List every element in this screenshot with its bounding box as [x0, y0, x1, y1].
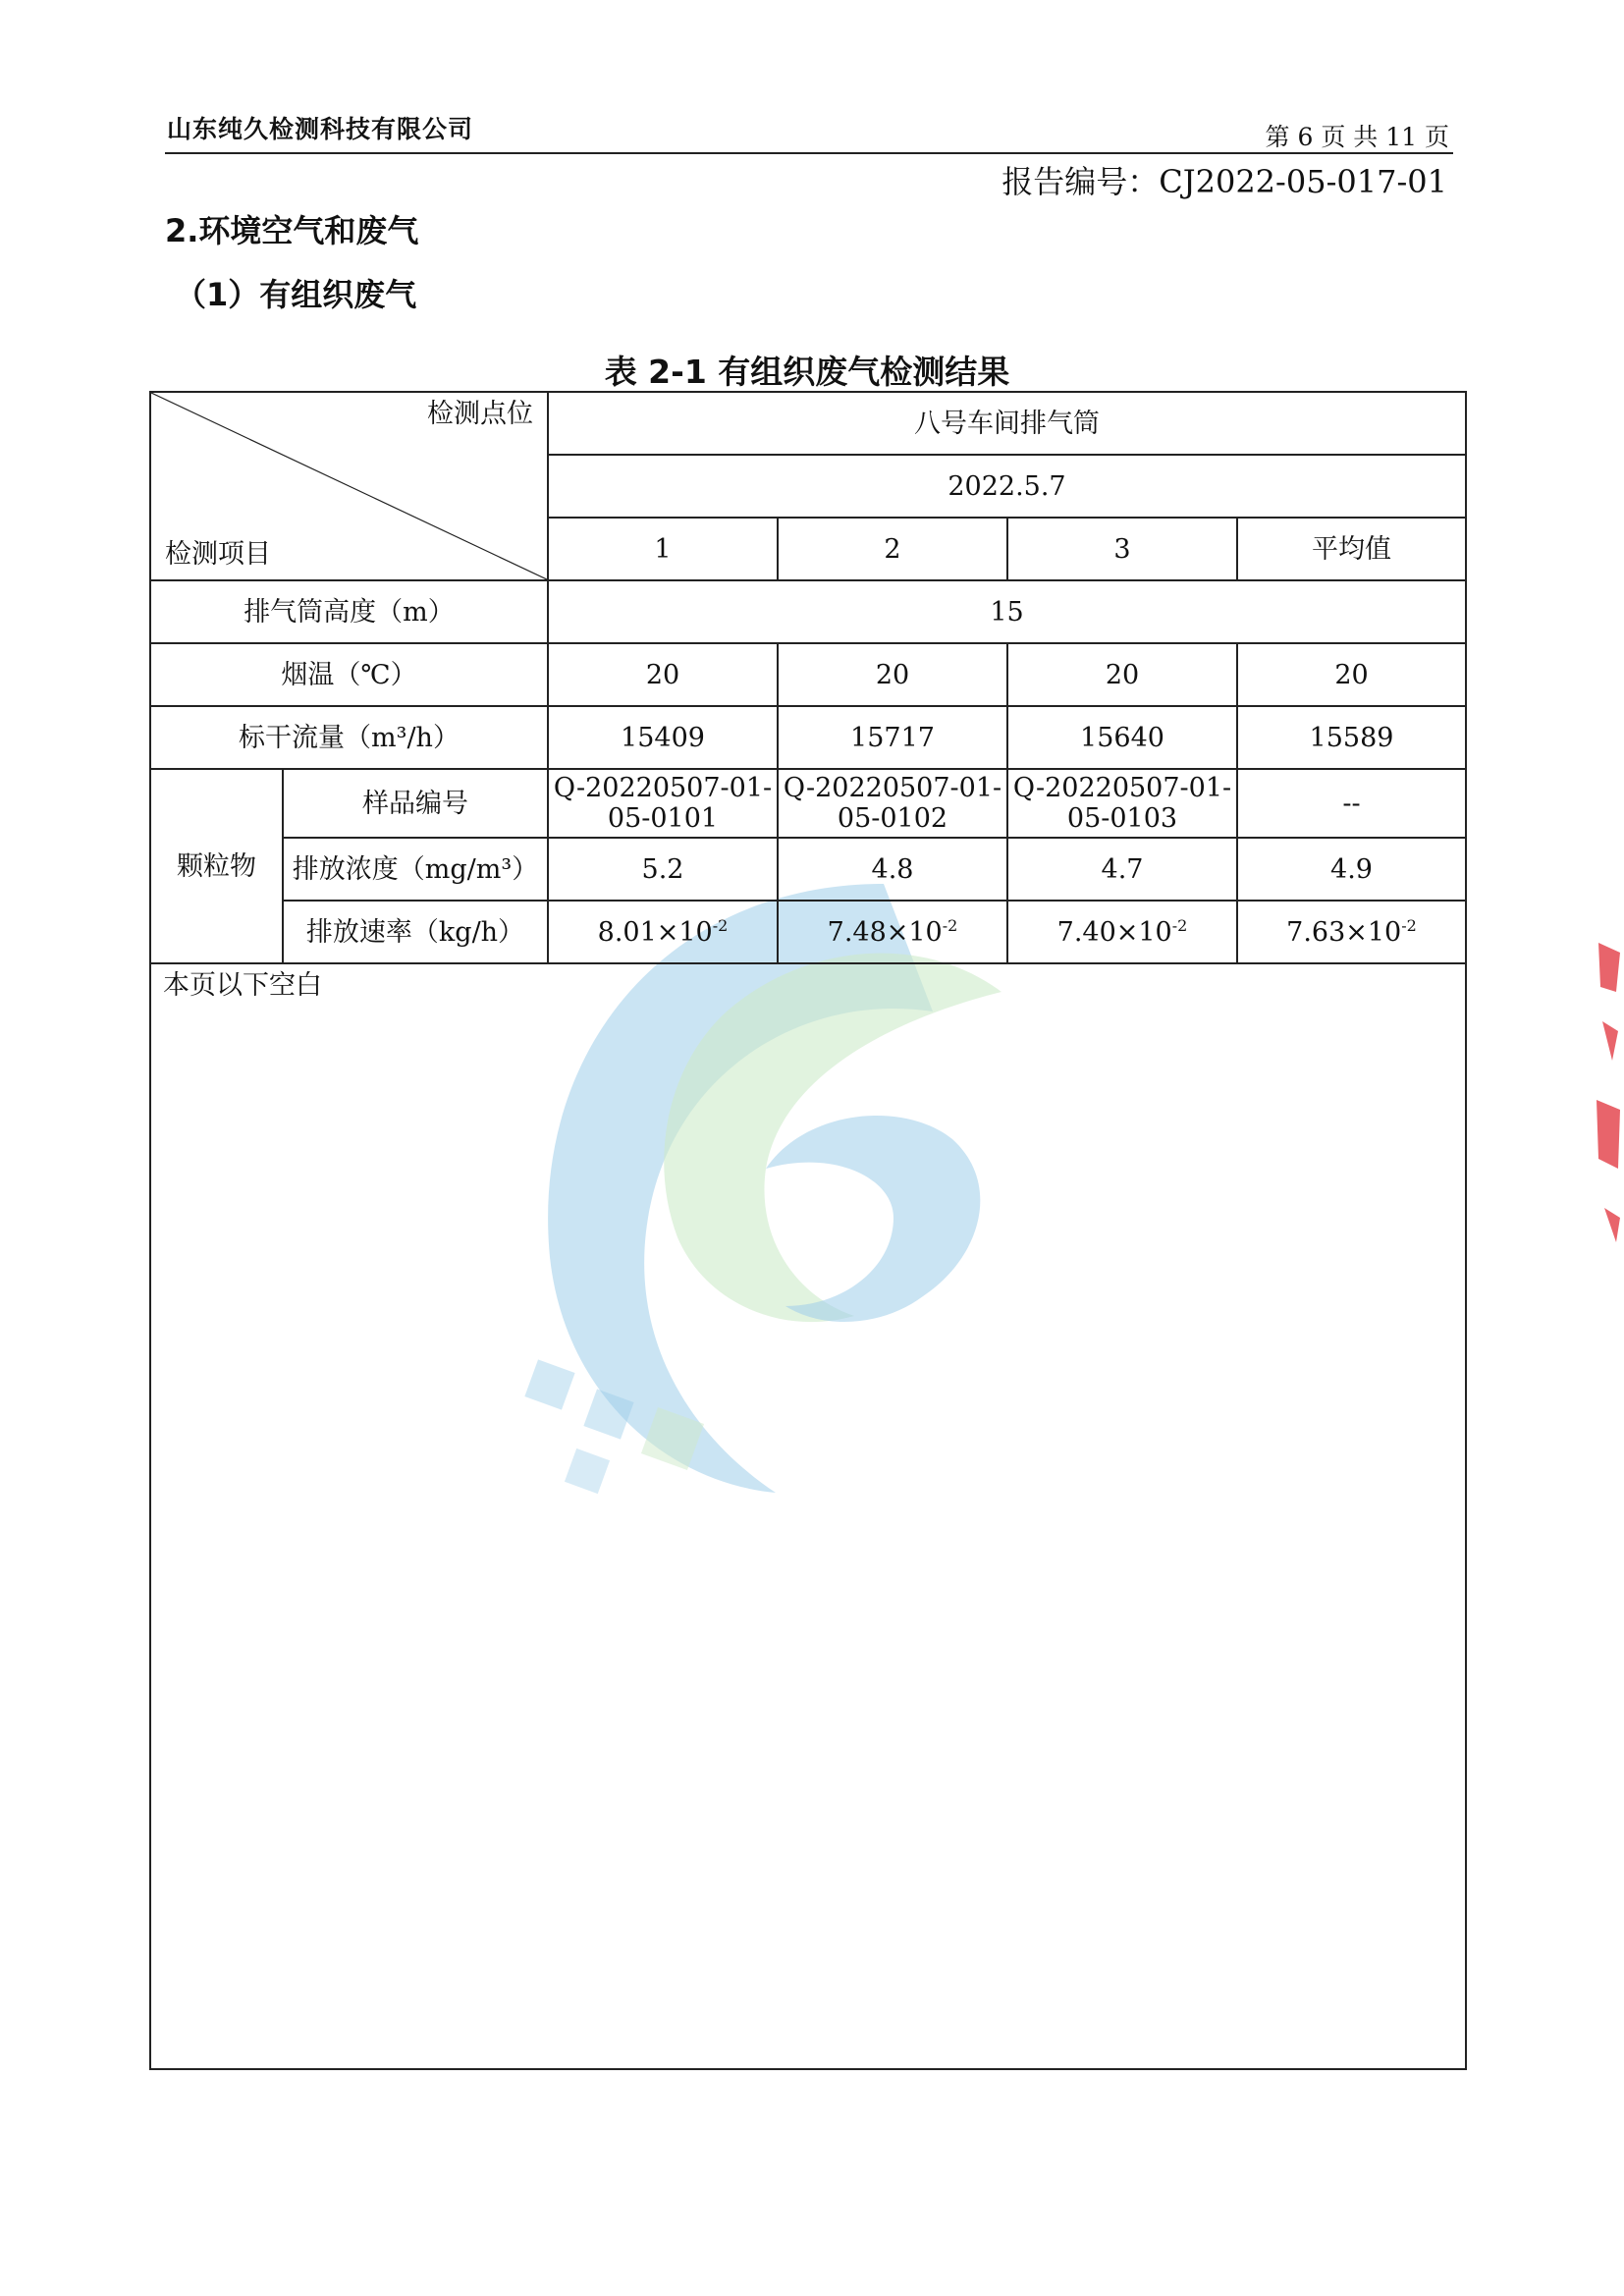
- location-cell: 八号车间排气筒: [548, 392, 1466, 455]
- emission-rate-value: [778, 901, 1007, 963]
- stack-height-value: 15: [548, 580, 1466, 643]
- sample-id-value: --: [1237, 769, 1466, 838]
- blank-note-cell: 本页以下空白: [150, 963, 1466, 2069]
- company-name: 山东纯久检测科技有限公司: [167, 115, 474, 143]
- header-divider: [165, 152, 1453, 154]
- sample-id-line: Q-20220507-01-: [553, 773, 773, 803]
- sample-id-line: 05-0102: [837, 803, 948, 834]
- flow-value: 15409: [548, 706, 778, 769]
- table-row: [150, 901, 1466, 963]
- sample-id-value: [1007, 769, 1237, 838]
- table-row: [150, 769, 1466, 838]
- row-label-emission-rate: 排放速率（kg/h）: [283, 901, 548, 963]
- row-label-flue-temp: 烟温（℃）: [150, 643, 548, 706]
- concentration-value: 4.7: [1007, 838, 1237, 901]
- table-row: [150, 643, 1466, 706]
- rate-mantissa: 7.63×10: [1286, 916, 1402, 948]
- corner-label-location: 检测点位: [427, 399, 533, 429]
- report-number: 报告编号：CJ2022-05-017-01: [1001, 163, 1447, 200]
- sample-id-line: Q-20220507-01-: [1012, 773, 1232, 803]
- row-label-particulate: 颗粒物: [150, 769, 283, 963]
- concentration-value: 5.2: [548, 838, 778, 901]
- page-number: 第 6 页 共 11 页: [1265, 123, 1449, 151]
- concentration-value: 4.9: [1237, 838, 1466, 901]
- flow-value: 15589: [1237, 706, 1466, 769]
- emission-rate-value: [1007, 901, 1237, 963]
- rate-mantissa: 7.48×10: [827, 916, 943, 948]
- rate-mantissa: 8.01×10: [597, 916, 713, 948]
- rate-exponent: -2: [1401, 915, 1417, 935]
- table-caption: 表 2-1 有组织废气检测结果: [604, 353, 1010, 391]
- rate-exponent: -2: [1171, 915, 1188, 935]
- date-cell: 2022.5.7: [548, 455, 1466, 518]
- flue-temp-value: 20: [548, 643, 778, 706]
- column-header: 2: [778, 518, 1007, 580]
- emission-rate-value: [548, 901, 778, 963]
- column-header: 平均值: [1237, 518, 1466, 580]
- corner-label-item: 检测项目: [165, 539, 271, 570]
- flue-temp-value: 20: [1237, 643, 1466, 706]
- rate-mantissa: 7.40×10: [1056, 916, 1172, 948]
- seal-stamp-fragment: [1591, 933, 1624, 1247]
- table-row: [150, 580, 1466, 643]
- row-label-flow: 标干流量（m³/h）: [150, 706, 548, 769]
- header-corner-cell: [150, 392, 548, 580]
- emission-rate-value: [1237, 901, 1466, 963]
- sample-id-line: Q-20220507-01-: [783, 773, 1002, 803]
- rate-exponent: -2: [712, 915, 729, 935]
- emission-results-table: [149, 391, 1467, 2070]
- column-header: 3: [1007, 518, 1237, 580]
- column-header: 1: [548, 518, 778, 580]
- flow-value: 15717: [778, 706, 1007, 769]
- concentration-value: 4.8: [778, 838, 1007, 901]
- sample-id-line: 05-0103: [1066, 803, 1178, 834]
- sample-id-value: [548, 769, 778, 838]
- table-row: [150, 838, 1466, 901]
- table-row: [150, 706, 1466, 769]
- rate-exponent: -2: [942, 915, 958, 935]
- row-label-concentration: 排放浓度（mg/m³）: [283, 838, 548, 901]
- flow-value: 15640: [1007, 706, 1237, 769]
- flue-temp-value: 20: [1007, 643, 1237, 706]
- flue-temp-value: 20: [778, 643, 1007, 706]
- section-title: 2.环境空气和废气: [165, 212, 419, 249]
- sample-id-line: 05-0101: [607, 803, 719, 834]
- row-label-sample-id: 样品编号: [283, 769, 548, 838]
- row-label-stack-height: 排气筒高度（m）: [150, 580, 548, 643]
- section-subtitle: （1）有组织废气: [175, 276, 417, 313]
- sample-id-value: [778, 769, 1007, 838]
